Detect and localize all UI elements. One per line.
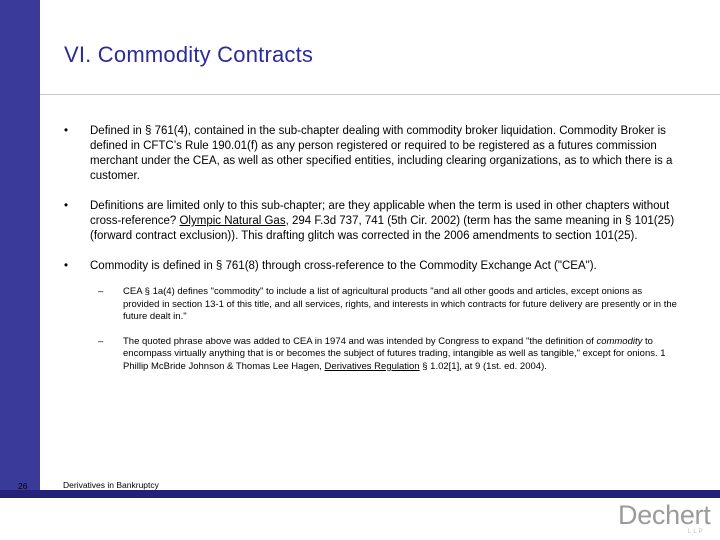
- bullet-text-part: , 294 F.3d 737, 741 (5th Cir. 2002) (term has the same meaning in § 101(25) (forward contract exclusion)). This drafting glitch was corrected in the 2006 amendments to section 101(25).: [90, 215, 675, 242]
- bullet-item: [60, 199, 680, 244]
- dechert-logo: Dechert: [618, 500, 711, 530]
- sub-bullet-list: [60, 286, 680, 373]
- sub-bullet-text: [123, 336, 666, 372]
- sub-bullet-item: [60, 336, 680, 374]
- page-number: 26: [18, 481, 28, 491]
- sub-bullet-symbol: –: [98, 286, 104, 297]
- bullet-item: [60, 259, 680, 274]
- footer-text: Derivatives in Bankruptcy: [63, 480, 159, 490]
- emphasized-term: commodity: [596, 335, 643, 347]
- sub-bullet-symbol: –: [98, 335, 104, 347]
- bullet-text: Commodity is defined in § 761(8) through cross-reference to the Commodity Exchange Act ("CEA").: [90, 260, 597, 272]
- footer-band: [0, 490, 720, 498]
- sub-bullet-text: CEA § 1a(4) defines "commodity" to include a list of agricultural products "and all other goods and articles, except onions as provided in section 13-1 of this title, and all services, rights, and interests in which contracts for future delivery are presently or in the future dealt in.": [123, 286, 677, 322]
- book-citation: Derivatives Regulation: [324, 360, 420, 372]
- bullet-text: Defined in § 761(4), contained in the sub-chapter dealing with commodity broker liquidation. Commodity Broker is defined in CFTC’s Rule 190.01(f) as any person registered or required to be registered as a futures commission merchant under the CEA, as well as other specified entities, including clearing organizations, as to which there is a customer.: [90, 125, 673, 182]
- title-divider: [40, 94, 720, 95]
- bullet-item: [60, 124, 680, 184]
- sub-bullet-text-part: The quoted phrase above was added to CEA in 1974 and was intended by Congress to expand "the definition of: [123, 335, 597, 347]
- bullet-symbol: •: [64, 260, 69, 272]
- bullet-symbol: •: [64, 200, 69, 212]
- bullet-symbol: •: [64, 125, 69, 137]
- case-citation: Olympic Natural Gas: [179, 215, 286, 227]
- bullet-text-part: Definitions are limited only to this sub-chapter; are they applicable when the term is used in other chapters without cross-reference?: [90, 200, 670, 227]
- slide-title: VI. Commodity Contracts: [64, 42, 314, 67]
- sub-bullet-item: [60, 286, 680, 324]
- left-sidebar-band: [0, 0, 40, 490]
- logo-suffix: LLP: [688, 529, 705, 535]
- slide-content: [60, 124, 680, 385]
- sub-bullet-text-part: to encompass virtually anything that is or becomes the subject of futures trading, intangible as well as tangible," except for onions. 1 Phillip McBride Johnson & Thomas Lee Hagen,: [123, 335, 666, 372]
- bullet-text: [90, 200, 674, 242]
- sub-bullet-text-part: § 1.02[1], at 9 (1st. ed. 2004).: [419, 360, 547, 372]
